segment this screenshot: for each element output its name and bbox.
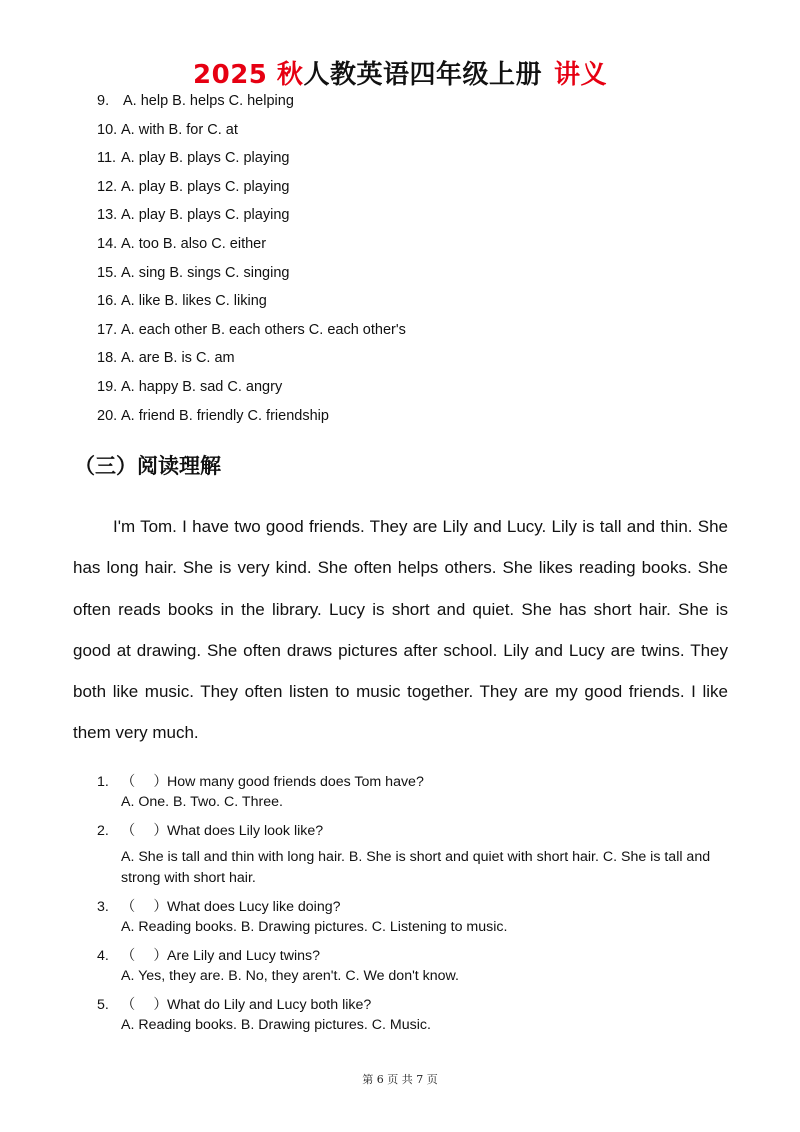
question-number: 3.	[97, 899, 109, 915]
question-number: 2.	[97, 823, 109, 839]
question-number: 1.	[97, 774, 109, 790]
answer-blank: （ ）	[121, 899, 168, 915]
option-number: 10.	[97, 121, 118, 138]
options-list	[97, 89, 406, 432]
answer-blank: （ ）	[121, 774, 168, 790]
option-item	[97, 89, 406, 118]
option-number: 13.	[97, 207, 118, 224]
option-number: 18.	[97, 350, 118, 367]
option-text: A. like B. likes C. liking	[121, 293, 267, 310]
option-item	[97, 404, 406, 433]
header-year: 2025 秋	[193, 60, 304, 90]
questions-list	[97, 772, 717, 1044]
question-options: A. Reading books. B. Drawing pictures. C. Music.	[121, 1017, 431, 1033]
reading-passage: I'm Tom. I have two good friends. They are Lily and Lucy. Lily is tall and thin. She has long hair. She is very kind. She often helps others. She likes reading books. She often reads books in the library. Lucy is short and quiet. She has short hair. She is good at drawing. She often draws pictures after school. Lily and Lucy are twins. They both like music. They often listen to music together. They are my good friends. I like them very much.	[73, 517, 728, 743]
option-text: A. are B. is C. am	[121, 350, 235, 367]
option-text: A. sing B. sings C. singing	[121, 264, 290, 281]
answer-blank: （ ）	[121, 948, 168, 964]
option-text: A. happy B. sad C. angry	[121, 378, 283, 395]
option-number: 20.	[97, 407, 118, 424]
header-tag: 讲义	[553, 60, 607, 90]
question-item	[97, 772, 717, 813]
page-header	[0, 54, 800, 91]
question-text: What does Lucy like doing?	[167, 899, 341, 915]
question-text: Are Lily and Lucy twins?	[167, 948, 320, 964]
option-text: A. help B. helps C. helping	[123, 93, 294, 109]
question-item	[97, 897, 717, 938]
option-item	[97, 118, 406, 147]
option-item	[97, 346, 406, 375]
question-item	[97, 821, 717, 889]
question-text: What do Lily and Lucy both like?	[167, 997, 372, 1013]
question-options: A. Yes, they are. B. No, they aren't. C. We don't know.	[121, 968, 459, 984]
option-text: A. with B. for C. at	[121, 121, 238, 138]
question-item	[97, 946, 717, 987]
option-item	[97, 375, 406, 404]
option-text: A. play B. plays C. playing	[121, 178, 290, 195]
header-title: 人教英语四年级上册	[303, 60, 542, 90]
question-text: What does Lily look like?	[167, 823, 324, 839]
option-text: A. each other B. each others C. each other's	[121, 321, 406, 338]
option-item	[97, 203, 406, 232]
option-number: 12.	[97, 178, 118, 195]
option-number: 11.	[97, 150, 117, 167]
question-options: A. She is tall and thin with long hair. B. She is short and quiet with short hair. C. She is tall and strong with short hair.	[121, 849, 711, 886]
question-options: A. One. B. Two. C. Three.	[121, 794, 283, 810]
question-item	[97, 995, 717, 1036]
option-number: 19.	[97, 378, 118, 395]
answer-blank: （ ）	[121, 997, 168, 1013]
answer-blank: （ ）	[121, 823, 168, 839]
option-text: A. play B. plays C. playing	[121, 150, 290, 167]
option-item	[97, 175, 406, 204]
option-item	[97, 289, 406, 318]
option-number: 14.	[97, 235, 118, 252]
question-text: How many good friends does Tom have?	[167, 774, 424, 790]
question-number: 5.	[97, 997, 109, 1013]
option-number: 16.	[97, 293, 118, 310]
option-text: A. friend B. friendly C. friendship	[121, 407, 329, 424]
question-number: 4.	[97, 948, 109, 964]
option-item	[97, 261, 406, 290]
option-text: A. too B. also C. either	[121, 235, 267, 252]
section-title: （三）阅读理解	[74, 454, 221, 478]
option-number: 17.	[97, 321, 118, 338]
option-number: 15.	[97, 264, 118, 281]
question-options: A. Reading books. B. Drawing pictures. C. Listening to music.	[121, 919, 508, 935]
option-item	[97, 318, 406, 347]
option-number: 9.	[97, 93, 110, 109]
option-text: A. play B. plays C. playing	[121, 207, 290, 224]
option-item	[97, 146, 406, 175]
option-item	[97, 232, 406, 261]
page-footer: 第 6 页 共 7 页	[362, 1073, 438, 1086]
